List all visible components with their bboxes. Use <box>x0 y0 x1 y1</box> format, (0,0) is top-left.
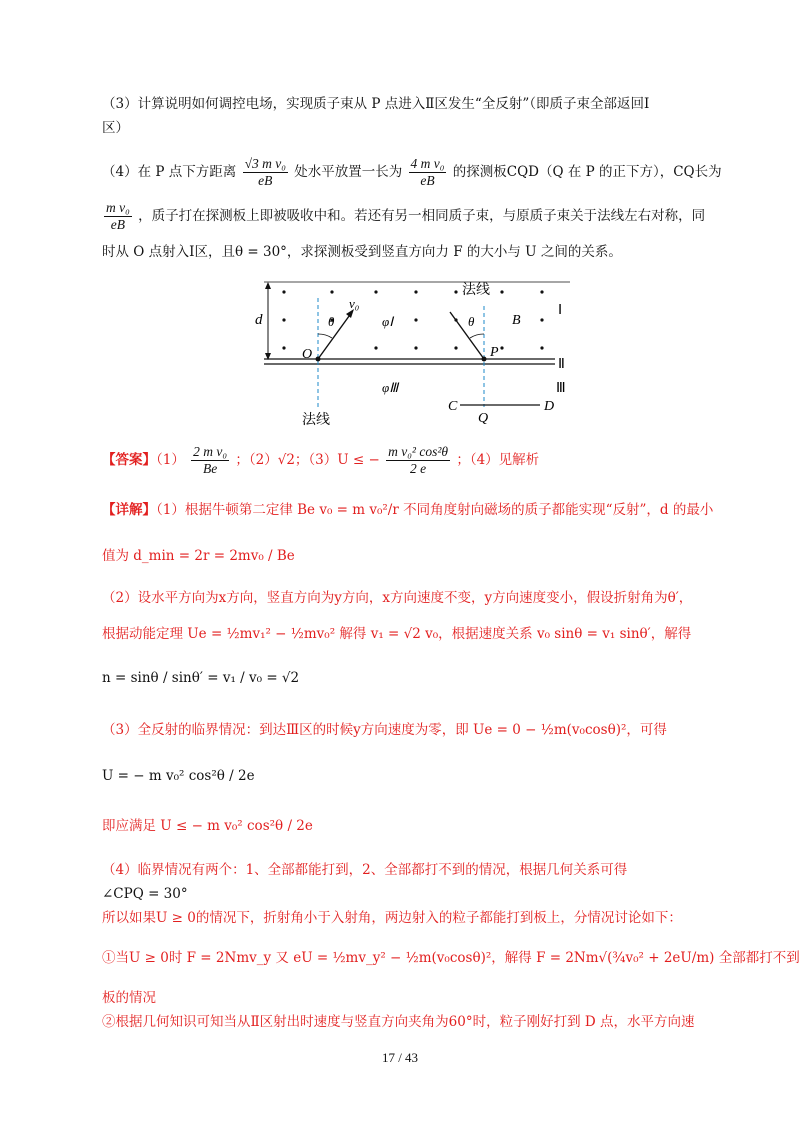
label-normal-bottom: 法线 <box>302 413 330 428</box>
label-d: d <box>255 312 263 328</box>
q4-fraction-3: $\frac{\text{m v₀}}{eB}$ <box>106 200 130 232</box>
label-c: C <box>448 399 458 414</box>
physics-figure <box>250 272 580 432</box>
point-o <box>316 357 321 362</box>
q4-line1 <box>102 152 730 192</box>
label-o: O <box>302 347 313 362</box>
label-v0: v₀ <box>349 296 360 311</box>
solution-line-2: （2）设水平方向为x方向，竖直方向为y方向，x方向速度不变，y方向速度变小，假设折射角为θ′， <box>102 590 693 606</box>
q4-text-b: 处水平放置一长为 <box>294 164 403 180</box>
q4-line2 <box>102 196 730 236</box>
solution-line-4c: 所以如果U ≥ 0的情况下，折射角小于入射角，两边射入的粒子都能打到板上，分情况讨论如下： <box>102 910 682 926</box>
answer-fraction-3: $\frac{\text{m v₀² cos²θ}}{2 e}$ <box>388 444 449 476</box>
answer-tag: 【答案】 <box>102 452 156 468</box>
theta-arc-left <box>318 334 332 338</box>
answer-line <box>102 440 730 480</box>
q4-fraction-1: $\frac{\text{√3 m v₀}}{eB}$ <box>244 156 286 188</box>
label-region-1: Ⅰ <box>558 303 563 318</box>
label-d-point: D <box>544 399 555 414</box>
label-theta-right: θ <box>468 314 475 329</box>
label-p: P <box>490 345 499 360</box>
field-dots <box>282 290 543 349</box>
solution-line-1b: 值为 d_min = 2r = 2mv₀ / Be <box>102 548 295 564</box>
solution-line-4d: ①当U ≥ 0时 F = 2Nmv_y 又 eU = ½mv_y² − ½m(v₀cosθ)²，解得 F = 2Nm√(¾v₀² + 2eU/m) 全部都打不到 <box>102 950 800 966</box>
solution-line-3b: U = − m v₀² cos²θ / 2e <box>102 768 255 784</box>
solution-line-3: （3）全反射的临界情况：到达Ⅲ区的时候y方向速度为零，即 Ue = 0 − ½m(v₀cosθ)²，可得 <box>102 722 667 738</box>
answer-a2: ；（2）√2；（3）U ≤ − <box>235 452 380 468</box>
q4-text-c: 的探测板CQD（Q 在 P 的正下方），CQ长为 <box>452 164 722 180</box>
label-region-3: Ⅲ <box>556 381 566 396</box>
solution-line-1 <box>102 500 730 520</box>
q3-line2: 区） <box>102 120 129 136</box>
label-theta-left: θ <box>328 314 335 329</box>
solution-tag: 【详解】 <box>102 502 156 518</box>
label-q: Q <box>478 411 489 426</box>
label-normal-top: 法线 <box>462 283 490 298</box>
label-b: B <box>512 313 521 328</box>
label-phi1: φⅠ <box>382 314 394 329</box>
answer-a4: ；（4）见解析 <box>456 452 540 468</box>
velocity-arrow <box>318 312 352 359</box>
solution-s1: （1）根据牛顿第二定律 Be v₀ = m v₀²/r 不同角度射向磁场的质子都能实现“反射”，d 的最小 <box>156 502 714 518</box>
page-number: 17 / 43 <box>381 1050 419 1065</box>
answer-a1-prefix: （1） <box>156 452 185 468</box>
q4-fraction-2: $\frac{\text{4 m v₀}}{eB}$ <box>410 156 445 188</box>
path-to-p <box>450 312 484 359</box>
q4-text-a: （4）在 P 点下方距离 <box>102 164 237 180</box>
label-region-2: Ⅱ <box>558 357 565 372</box>
d-arrow-top <box>265 282 271 289</box>
solution-line-4e: 板的情况 <box>102 990 156 1006</box>
solution-line-3c: 即应满足 U ≤ − m v₀² cos²θ / 2e <box>102 818 313 834</box>
solution-line-4: （4）临界情况有两个：1、全部都能打到，2、全部都打不到的情况，根据几何关系可得 <box>102 862 628 878</box>
label-phi3: φⅢ <box>382 380 399 395</box>
solution-line-2b: 根据动能定理 Ue = ½mv₁² − ½mv₀² 解得 v₁ = √2 v₀，根据速度关系 v₀ sinθ = v₁ sinθ′，解得 <box>102 626 692 642</box>
solution-line-2c: n = sinθ / sinθ′ = v₁ / v₀ = √2 <box>102 670 300 686</box>
answer-fraction-1: $\frac{\text{2 m v₀}}{Be}$ <box>193 444 228 476</box>
solution-line-4f: ②根据几何知识可知当从Ⅱ区射出时速度与竖直方向夹角为60°时，粒子刚好打到 D 点，水平方向速 <box>102 1014 695 1030</box>
q4-line3: 时从 O 点射入Ⅰ区，且θ = 30°，求探测板受到竖直方向力 F 的大小与 U 之间的关系。 <box>102 244 622 260</box>
point-p <box>482 357 487 362</box>
theta-arc-right <box>470 334 484 338</box>
q4-text-d: ，质子打在探测板上即被吸收中和。若还有另一相同质子束，与原质子束关于法线左右对称，同 <box>138 208 706 224</box>
solution-line-4b: ∠CPQ = 30° <box>102 886 188 902</box>
q3-line1: （3）计算说明如何调控电场，实现质子束从 P 点进入Ⅱ区发生“全反射”（即质子束全部返回Ⅰ <box>102 96 650 112</box>
